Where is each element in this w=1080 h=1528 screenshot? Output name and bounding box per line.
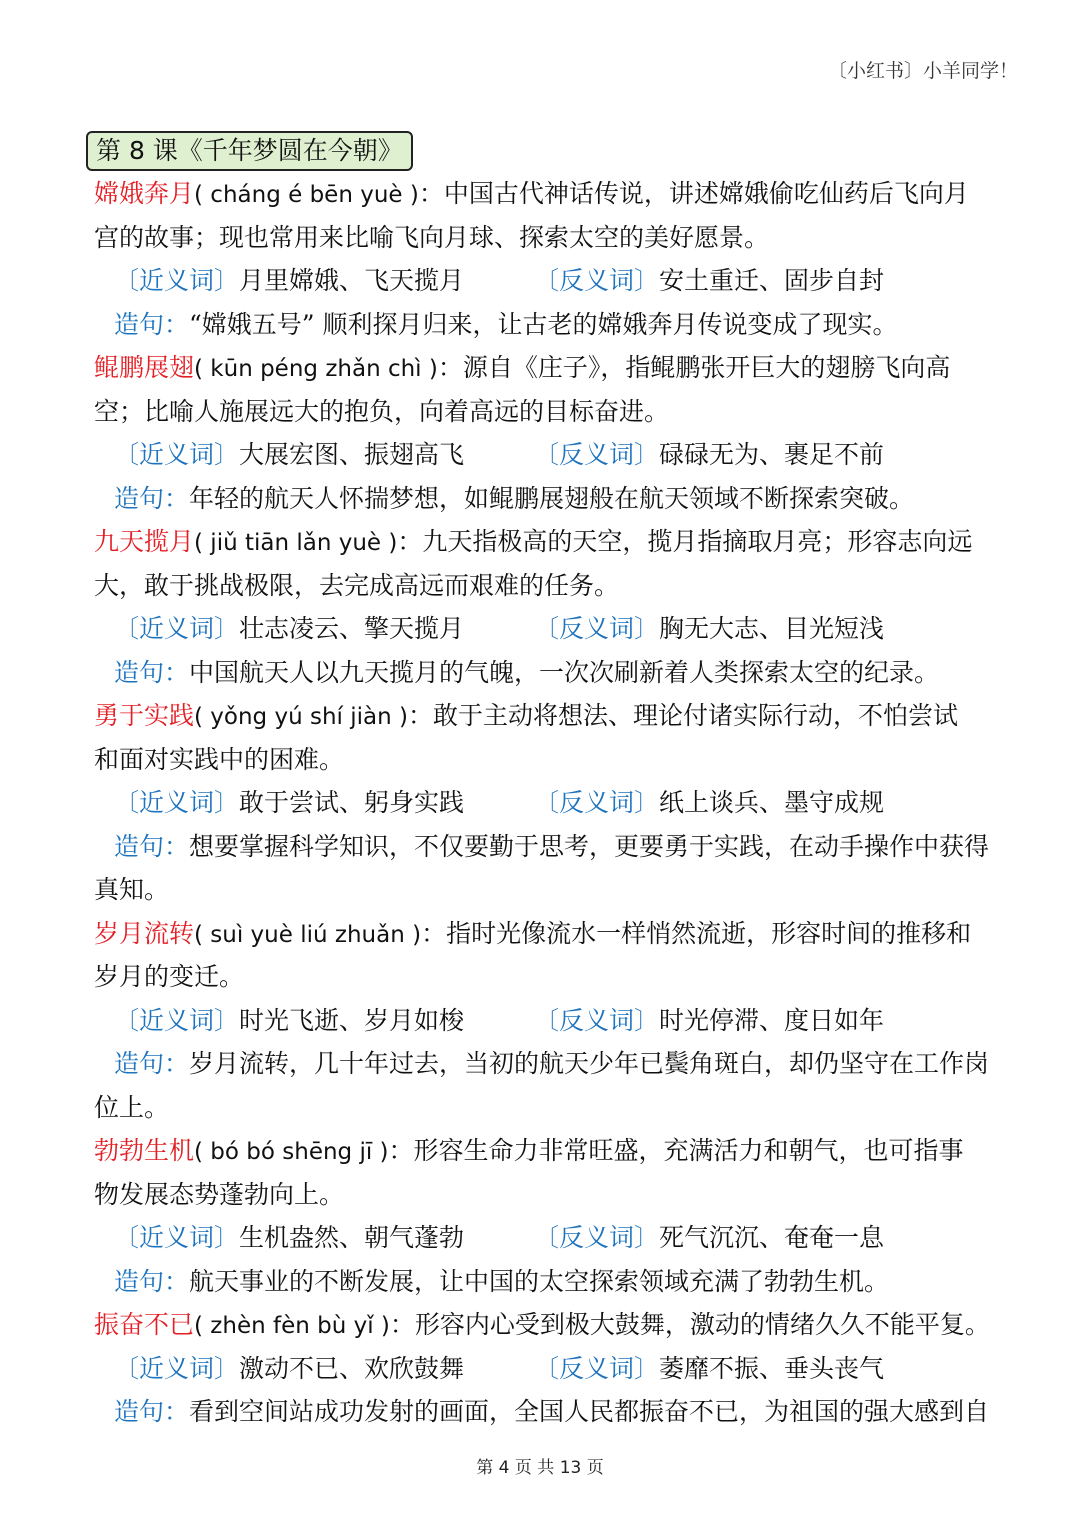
synonym-values: 月里嫦娥、飞天揽月 (239, 266, 465, 295)
synonym-antonym-row (94, 259, 994, 303)
idiom-definition: ：九天指极高的天空，揽月指摘取月亮；形容志向远 (397, 527, 973, 556)
idiom-pinyin: ( jiǔ tiān lǎn yuè ) (194, 530, 398, 556)
example-sentence (94, 1042, 994, 1086)
antonym-label: 〔反义词〕 (534, 788, 660, 817)
example-label: 造句： (114, 1397, 190, 1426)
entry-heading (94, 694, 994, 738)
idiom-pinyin: ( suì yuè liú zhuǎn ) (194, 921, 422, 948)
idiom-pinyin: ( yǒng yú shí jiàn ) (194, 704, 408, 730)
example-sentence (94, 303, 994, 347)
synonym-values: 壮志凌云、擎天揽月 (239, 614, 465, 643)
entry-heading (94, 1303, 994, 1347)
idiom-definition: ：指时光像流水一样悄然流逝，形容时间的推移和 (421, 918, 972, 948)
antonym-values: 安土重迁、固步自封 (659, 266, 885, 295)
lesson-title: 第 8 课《千年梦圆在今朝》 (86, 131, 413, 171)
antonym-label: 〔反义词〕 (534, 1223, 660, 1252)
synonym-label: 〔近义词〕 (114, 266, 240, 295)
synonym-values: 生机盎然、朝气蓬勃 (239, 1223, 465, 1252)
example-sentence (94, 1260, 994, 1304)
antonym-label: 〔反义词〕 (534, 1353, 660, 1383)
idiom-definition: ：源自《庄子》，指鲲鹏张开巨大的翅膀飞向高 (437, 353, 951, 382)
antonym-label: 〔反义词〕 (534, 440, 660, 469)
idiom-pinyin: ( bó bó shēng jī ) (194, 1139, 389, 1165)
synonym-label: 〔近义词〕 (114, 788, 240, 817)
entry-heading (94, 346, 994, 390)
idiom-term: 振奋不已 (94, 1310, 195, 1339)
example-text-cont: 真知。 (94, 875, 170, 904)
example-label: 造句： (114, 1049, 190, 1078)
example-sentence (94, 1390, 994, 1434)
synonym-label: 〔近义词〕 (114, 1223, 240, 1252)
example-text-cont: 位上。 (94, 1092, 170, 1122)
antonym-label: 〔反义词〕 (534, 1005, 660, 1035)
synonym-label: 〔近义词〕 (114, 1353, 240, 1383)
example-text: 年轻的航天人怀揣梦想，如鲲鹏展翅般在航天领域不断探索突破。 (189, 483, 915, 513)
entry-heading (94, 172, 994, 216)
antonym-values: 碌碌无为、裹足不前 (659, 440, 885, 469)
idiom-definition-cont: 物发展态势蓬勃向上。 (94, 1179, 345, 1209)
synonym-values: 敢于尝试、躬身实践 (239, 788, 465, 817)
synonym-values: 时光飞逝、岁月如梭 (239, 1005, 465, 1035)
idiom-definition: ：敢于主动将想法、理论付诸实际行动，不怕尝试 (407, 701, 958, 730)
example-text: “嫦娥五号” 顺利探月归来，让古老的嫦娥奔月传说变成了现实。 (189, 309, 898, 339)
idiom-term: 嫦娥奔月 (94, 179, 195, 208)
synonym-label: 〔近义词〕 (114, 1005, 240, 1035)
idiom-pinyin: ( kūn péng zhǎn chì ) (194, 356, 438, 382)
vocab-list (94, 172, 994, 1434)
synonym-antonym-row (94, 433, 994, 477)
idiom-definition-cont: 岁月的变迁。 (94, 962, 245, 991)
example-sentence (94, 651, 994, 695)
idiom-definition: ：形容生命力非常旺盛，充满活力和朝气，也可指事 (388, 1136, 964, 1165)
example-label: 造句： (114, 309, 190, 339)
synonym-antonym-row (94, 1216, 994, 1260)
entry-heading (94, 912, 994, 956)
page-footer: 第 4 页 共 13 页 (476, 1458, 604, 1478)
antonym-values: 时光停滞、度日如年 (659, 1005, 885, 1035)
synonym-antonym-row (94, 999, 994, 1043)
antonym-values: 胸无大志、目光短浅 (659, 614, 885, 643)
idiom-term: 岁月流转 (94, 918, 195, 948)
idiom-definition-cont: 大，敢于挑战极限，去完成高远而艰难的任务。 (94, 570, 620, 600)
idiom-term: 鲲鹏展翅 (94, 353, 195, 382)
synonym-antonym-row (94, 781, 994, 825)
idiom-definition: ：中国古代神话传说，讲述嫦娥偷吃仙药后飞向月 (418, 179, 969, 208)
example-text: 想要掌握科学知识，不仅要勤于思考，更要勇于实践，在动手操作中获得 (189, 831, 990, 861)
antonym-values: 萎靡不振、垂头丧气 (659, 1353, 885, 1383)
idiom-term: 勇于实践 (94, 701, 195, 730)
example-sentence (94, 477, 994, 521)
watermark: 〔小红书〕小羊同学！ (827, 60, 1018, 82)
idiom-pinyin: ( cháng é bēn yuè ) (194, 182, 419, 208)
example-text: 中国航天人以九天揽月的气魄，一次次刷新着人类探索太空的纪录。 (189, 657, 940, 687)
example-sentence (94, 825, 994, 869)
example-text: 航天事业的不断发展，让中国的太空探索领域充满了勃勃生机。 (189, 1266, 890, 1296)
antonym-values: 死气沉沉、奄奄一息 (659, 1223, 885, 1252)
idiom-definition-cont: 空；比喻人施展远大的抱负，向着高远的目标奋进。 (94, 396, 670, 426)
synonym-label: 〔近义词〕 (114, 440, 240, 469)
example-text: 看到空间站成功发射的画面，全国人民都振奋不已，为祖国的强大感到自 (189, 1397, 990, 1426)
synonym-values: 激动不已、欢欣鼓舞 (239, 1353, 465, 1383)
idiom-definition-cont: 宫的故事；现也常用来比喻飞向月球、探索太空的美好愿景。 (94, 222, 770, 252)
antonym-label: 〔反义词〕 (534, 614, 660, 643)
entry-heading (94, 1129, 994, 1173)
synonym-label: 〔近义词〕 (114, 614, 240, 643)
synonym-antonym-row (94, 1347, 994, 1391)
idiom-definition-cont: 和面对实践中的困难。 (94, 744, 345, 774)
idiom-definition: ：形容内心受到极大鼓舞，激动的情绪久久不能平复。 (389, 1310, 990, 1339)
synonym-antonym-row (94, 607, 994, 651)
antonym-label: 〔反义词〕 (534, 266, 660, 295)
example-label: 造句： (114, 657, 190, 687)
idiom-term: 九天揽月 (94, 527, 195, 556)
example-text: 岁月流转，几十年过去，当初的航天少年已鬓角斑白，却仍坚守在工作岗 (189, 1049, 990, 1078)
idiom-term: 勃勃生机 (94, 1136, 195, 1165)
antonym-values: 纸上谈兵、墨守成规 (659, 788, 885, 817)
idiom-pinyin: ( zhèn fèn bù yǐ ) (194, 1313, 390, 1339)
example-label: 造句： (114, 831, 190, 861)
synonym-values: 大展宏图、振翅高飞 (239, 440, 465, 469)
entry-heading (94, 520, 994, 564)
example-label: 造句： (114, 1266, 190, 1296)
example-label: 造句： (114, 483, 190, 513)
